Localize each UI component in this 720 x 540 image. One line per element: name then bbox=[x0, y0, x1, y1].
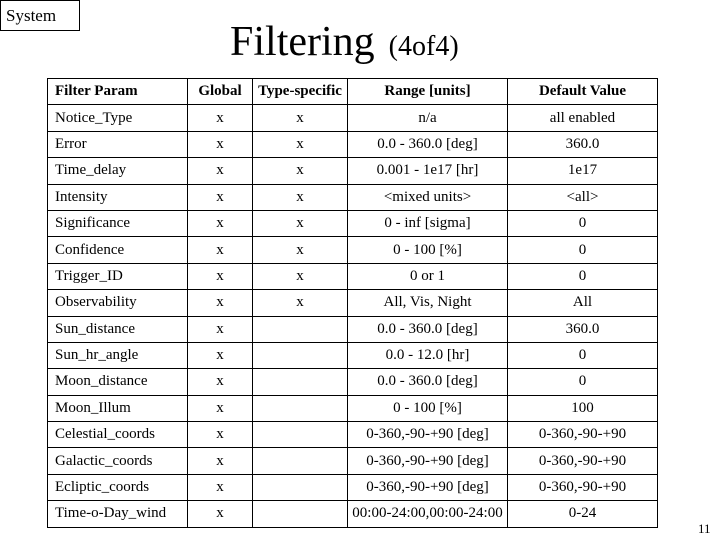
cell-range: n/a bbox=[348, 105, 508, 131]
cell-range: 0.0 - 360.0 [deg] bbox=[348, 316, 508, 342]
header-type-specific: Type-specific bbox=[253, 79, 348, 105]
cell-type-specific bbox=[253, 474, 348, 500]
table-row bbox=[48, 237, 658, 263]
cell-filter-param: Moon_Illum bbox=[48, 395, 188, 421]
cell-default-value: 360.0 bbox=[508, 131, 658, 157]
cell-filter-param: Time-o-Day_wind bbox=[48, 501, 188, 527]
header-global: Global bbox=[188, 79, 253, 105]
cell-filter-param: Intensity bbox=[48, 184, 188, 210]
cell-filter-param: Ecliptic_coords bbox=[48, 474, 188, 500]
cell-global: x bbox=[188, 158, 253, 184]
cell-filter-param: Celestial_coords bbox=[48, 422, 188, 448]
cell-range: 0.0 - 12.0 [hr] bbox=[348, 342, 508, 368]
cell-range: 0 or 1 bbox=[348, 263, 508, 289]
cell-range: 0-360,-90-+90 [deg] bbox=[348, 422, 508, 448]
cell-filter-param: Notice_Type bbox=[48, 105, 188, 131]
table-row bbox=[48, 316, 658, 342]
table-row bbox=[48, 501, 658, 527]
cell-range: 0 - 100 [%] bbox=[348, 395, 508, 421]
cell-global: x bbox=[188, 210, 253, 236]
cell-default-value: 0 bbox=[508, 342, 658, 368]
cell-type-specific: x bbox=[253, 263, 348, 289]
cell-type-specific bbox=[253, 316, 348, 342]
cell-filter-param: Observability bbox=[48, 290, 188, 316]
table-row bbox=[48, 448, 658, 474]
cell-type-specific: x bbox=[253, 131, 348, 157]
cell-type-specific bbox=[253, 342, 348, 368]
cell-range: 0 - inf [sigma] bbox=[348, 210, 508, 236]
cell-type-specific: x bbox=[253, 210, 348, 236]
cell-global: x bbox=[188, 237, 253, 263]
cell-filter-param: Galactic_coords bbox=[48, 448, 188, 474]
cell-type-specific: x bbox=[253, 158, 348, 184]
table-row bbox=[48, 158, 658, 184]
cell-global: x bbox=[188, 369, 253, 395]
cell-default-value: 0 bbox=[508, 210, 658, 236]
cell-global: x bbox=[188, 395, 253, 421]
page-number: 11 bbox=[698, 521, 711, 536]
table-row bbox=[48, 369, 658, 395]
header-default-value: Default Value bbox=[508, 79, 658, 105]
table-row bbox=[48, 290, 658, 316]
cell-type-specific: x bbox=[253, 237, 348, 263]
cell-global: x bbox=[188, 474, 253, 500]
cell-type-specific bbox=[253, 422, 348, 448]
cell-default-value: 0-360,-90-+90 bbox=[508, 448, 658, 474]
table-row bbox=[48, 184, 658, 210]
table-row bbox=[48, 105, 658, 131]
cell-range: <mixed units> bbox=[348, 184, 508, 210]
title-subtitle: (4of4) bbox=[388, 31, 459, 62]
system-label: System bbox=[0, 0, 80, 31]
table-row bbox=[48, 342, 658, 368]
cell-default-value: 100 bbox=[508, 395, 658, 421]
cell-filter-param: Significance bbox=[48, 210, 188, 236]
cell-range: 0.001 - 1e17 [hr] bbox=[348, 158, 508, 184]
cell-global: x bbox=[188, 342, 253, 368]
table-row bbox=[48, 263, 658, 289]
table-header-row bbox=[48, 79, 658, 105]
title-main: Filtering bbox=[230, 19, 375, 65]
cell-default-value: <all> bbox=[508, 184, 658, 210]
cell-filter-param: Sun_hr_angle bbox=[48, 342, 188, 368]
cell-filter-param: Confidence bbox=[48, 237, 188, 263]
table-row bbox=[48, 422, 658, 448]
cell-default-value: 1e17 bbox=[508, 158, 658, 184]
cell-default-value: 0-360,-90-+90 bbox=[508, 422, 658, 448]
table-row bbox=[48, 131, 658, 157]
cell-range: 0.0 - 360.0 [deg] bbox=[348, 131, 508, 157]
cell-range: 0.0 - 360.0 [deg] bbox=[348, 369, 508, 395]
cell-filter-param: Sun_distance bbox=[48, 316, 188, 342]
cell-global: x bbox=[188, 290, 253, 316]
cell-global: x bbox=[188, 184, 253, 210]
cell-default-value: 0 bbox=[508, 263, 658, 289]
table-row bbox=[48, 210, 658, 236]
cell-range: 0-360,-90-+90 [deg] bbox=[348, 448, 508, 474]
header-range-units: Range [units] bbox=[348, 79, 508, 105]
filter-table bbox=[47, 78, 658, 528]
cell-range: 0-360,-90-+90 [deg] bbox=[348, 474, 508, 500]
cell-filter-param: Trigger_ID bbox=[48, 263, 188, 289]
cell-global: x bbox=[188, 131, 253, 157]
cell-type-specific bbox=[253, 501, 348, 527]
cell-range: 00:00-24:00,00:00-24:00 bbox=[348, 501, 508, 527]
page-title bbox=[230, 18, 459, 66]
header-filter-param: Filter Param bbox=[48, 79, 188, 105]
cell-default-value: 0-24 bbox=[508, 501, 658, 527]
cell-global: x bbox=[188, 501, 253, 527]
cell-default-value: all enabled bbox=[508, 105, 658, 131]
cell-global: x bbox=[188, 316, 253, 342]
table-row bbox=[48, 395, 658, 421]
cell-range: All, Vis, Night bbox=[348, 290, 508, 316]
cell-default-value: 0-360,-90-+90 bbox=[508, 474, 658, 500]
cell-global: x bbox=[188, 105, 253, 131]
cell-default-value: All bbox=[508, 290, 658, 316]
cell-filter-param: Moon_distance bbox=[48, 369, 188, 395]
cell-default-value: 0 bbox=[508, 237, 658, 263]
cell-default-value: 0 bbox=[508, 369, 658, 395]
cell-global: x bbox=[188, 422, 253, 448]
cell-global: x bbox=[188, 448, 253, 474]
cell-global: x bbox=[188, 263, 253, 289]
cell-type-specific bbox=[253, 395, 348, 421]
cell-range: 0 - 100 [%] bbox=[348, 237, 508, 263]
cell-type-specific: x bbox=[253, 105, 348, 131]
cell-filter-param: Time_delay bbox=[48, 158, 188, 184]
cell-filter-param: Error bbox=[48, 131, 188, 157]
cell-default-value: 360.0 bbox=[508, 316, 658, 342]
cell-type-specific: x bbox=[253, 184, 348, 210]
table-body bbox=[48, 105, 658, 527]
table-row bbox=[48, 474, 658, 500]
cell-type-specific bbox=[253, 448, 348, 474]
cell-type-specific: x bbox=[253, 290, 348, 316]
cell-type-specific bbox=[253, 369, 348, 395]
